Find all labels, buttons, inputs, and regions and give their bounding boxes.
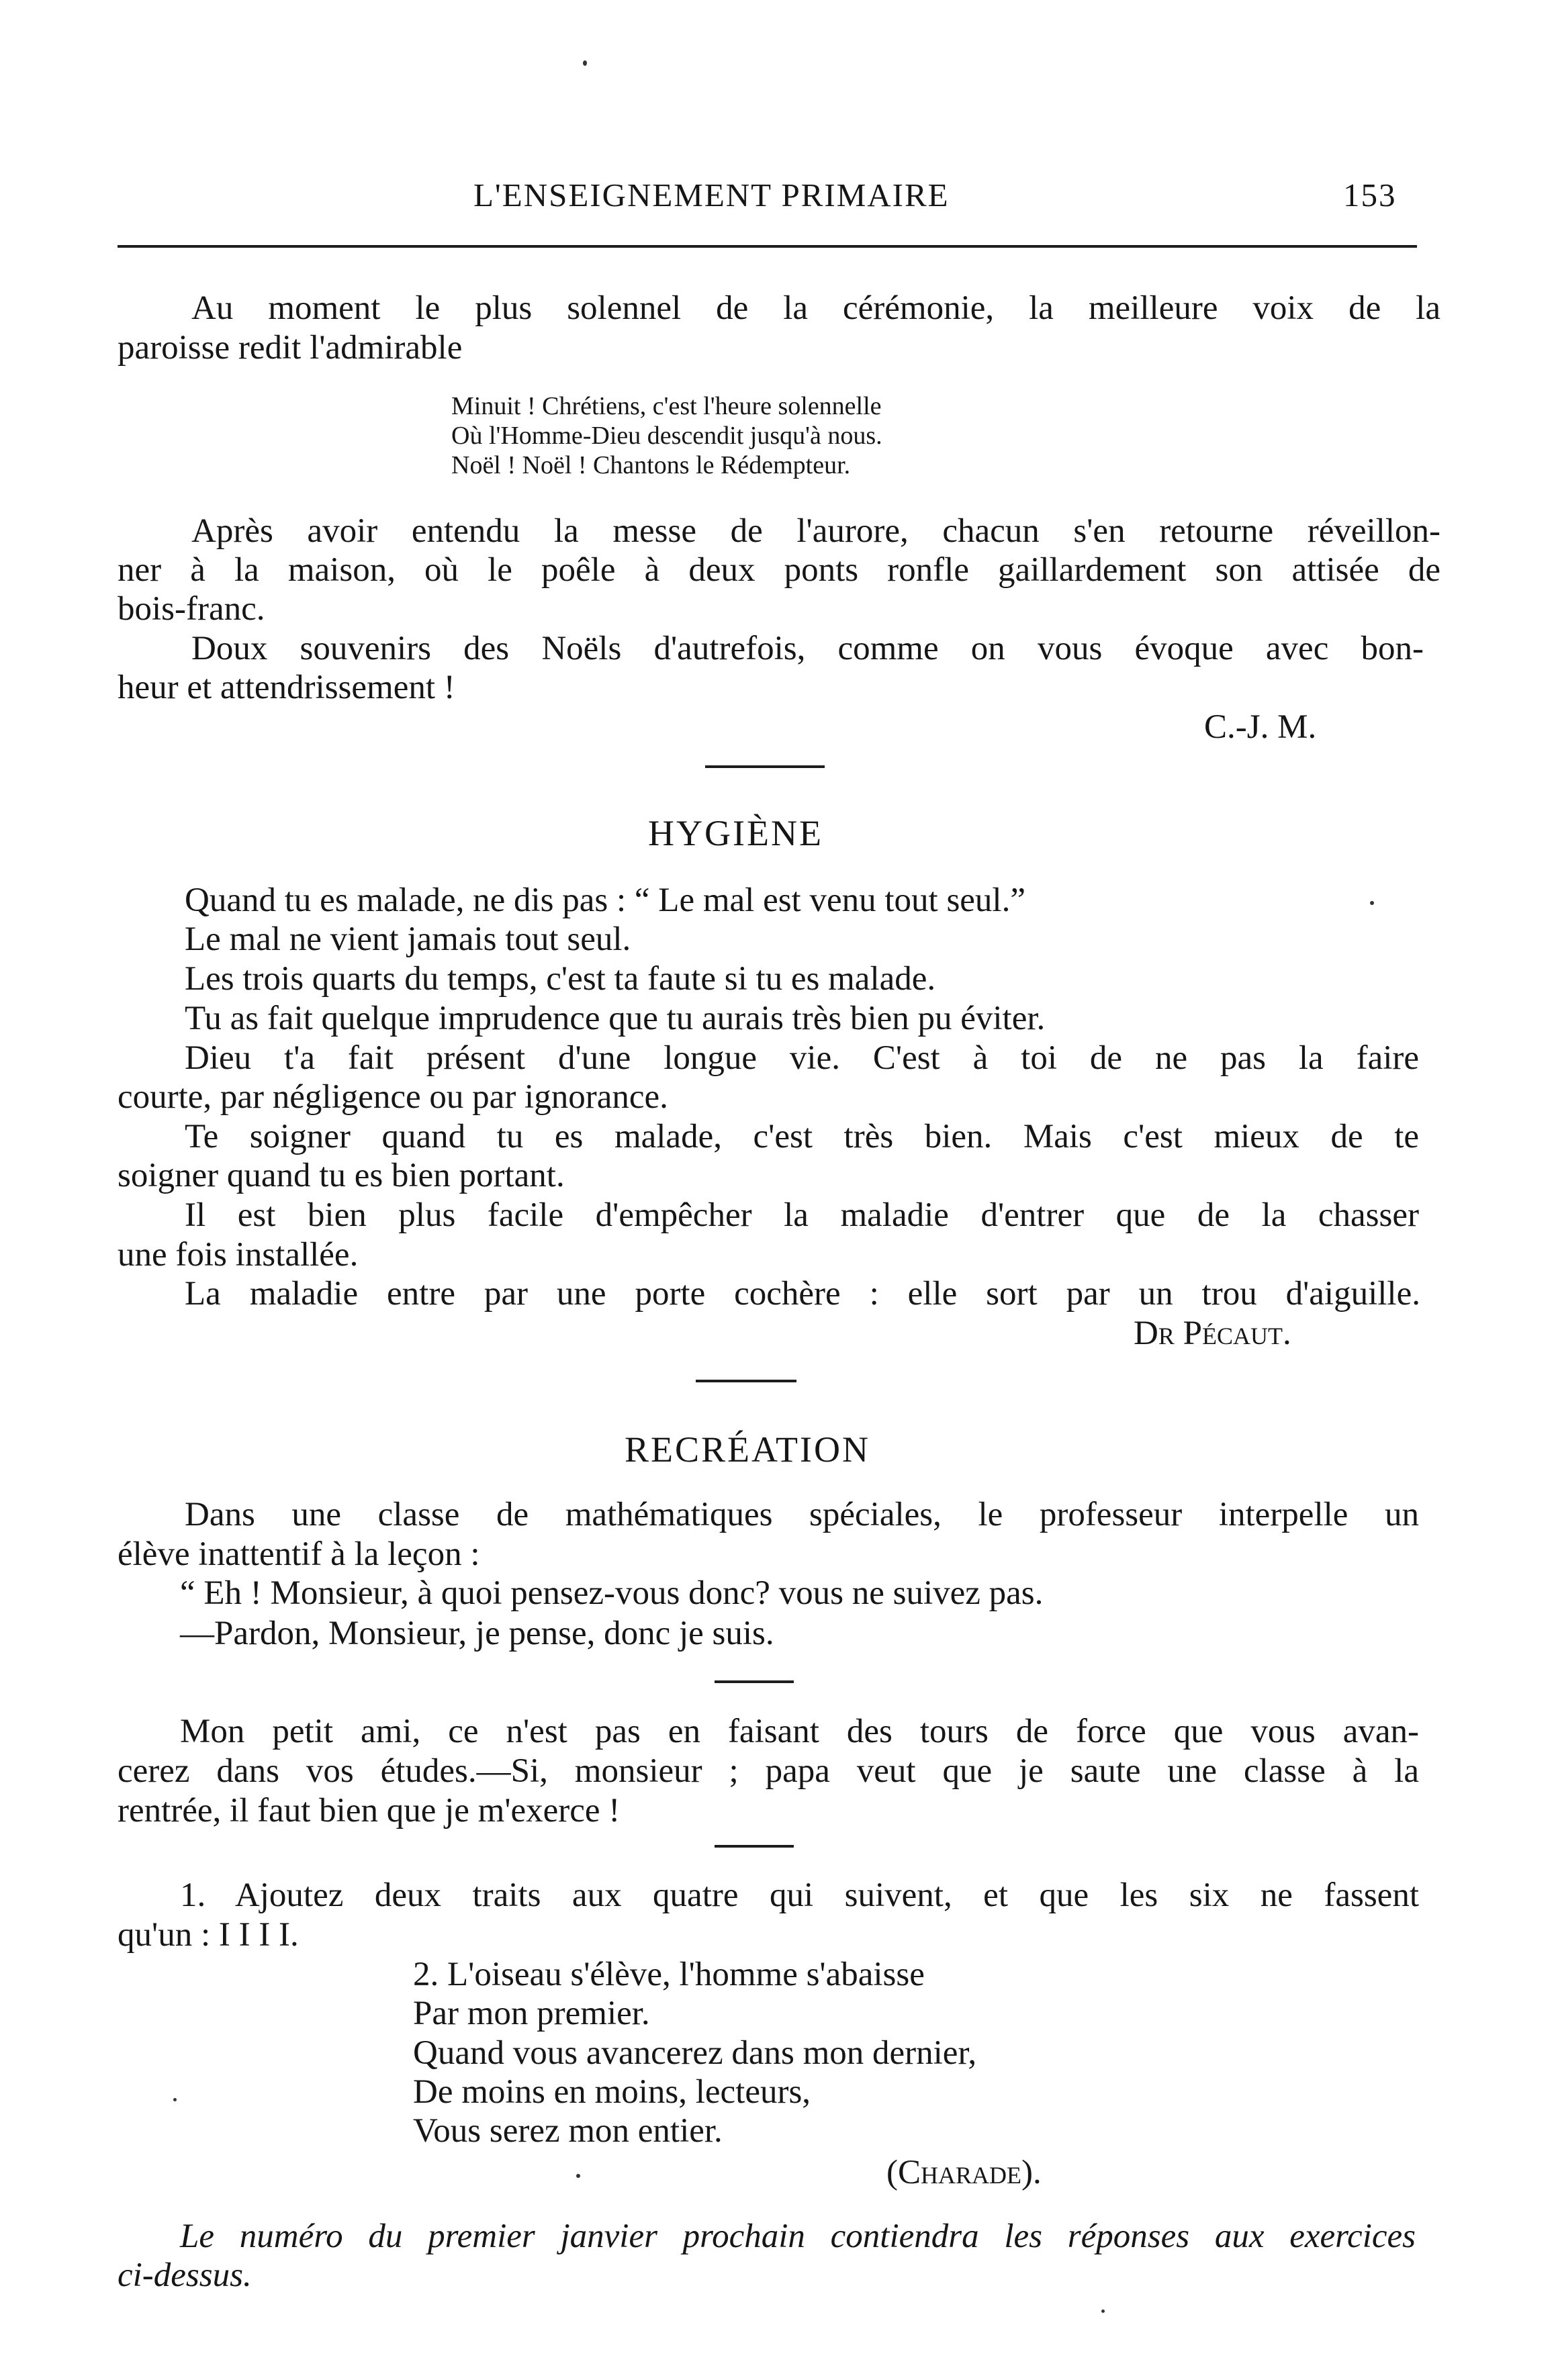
print-speck	[1370, 901, 1374, 905]
charade-line: Par mon premier.	[413, 1995, 650, 2032]
charade-line: Quand vous avancerez dans mon dernier,	[413, 2034, 977, 2072]
joke-2-line: cerez dans vos études.—Si, monsieur ; papa veut que je saute une classe à la	[118, 1752, 1419, 1790]
hygiene-line: une fois installée.	[118, 1236, 359, 1274]
charade-line: De moins en moins, lecteurs,	[413, 2073, 811, 2111]
noel-paragraph-2-line-3: bois-franc.	[118, 590, 265, 628]
section-separator	[715, 1680, 794, 1683]
print-speck	[576, 2174, 580, 2178]
exercise-1-line: 1. Ajoutez deux traits aux quatre qui suivent, et que les six ne fassent	[180, 1876, 1419, 1914]
hygiene-line: soigner quand tu es bien portant.	[118, 1157, 565, 1194]
verse-line: Où l'Homme-Dieu descendit jusqu'à nous.	[451, 422, 882, 450]
running-head: L'ENSEIGNEMENT PRIMAIRE	[473, 177, 950, 213]
verse-line: Noël ! Noël ! Chantons le Rédempteur.	[451, 451, 851, 479]
verse-line: Minuit ! Chrétiens, c'est l'heure solennelle	[451, 392, 882, 420]
joke-1-line: Dans une classe de mathématiques spéciales, le professeur interpelle un	[185, 1496, 1419, 1533]
hygiene-line: Te soigner quand tu es malade, c'est très bien. Mais c'est mieux de te	[185, 1118, 1419, 1155]
exercise-1-line: qu'un : I I I I.	[118, 1916, 299, 1954]
charade-label: (Charade).	[886, 2154, 1042, 2191]
joke-2-line: Mon petit ami, ce n'est pas en faisant des tours de force que vous avan-	[180, 1713, 1419, 1750]
print-speck	[583, 60, 587, 66]
charade-line: 2. L'oiseau s'élève, l'homme s'abaisse	[413, 1956, 925, 1993]
hygiene-signature: Dr Pécaut.	[1134, 1315, 1291, 1352]
noel-paragraph-3-line-2: heur et attendrissement !	[118, 669, 455, 706]
print-speck	[173, 2098, 177, 2101]
print-speck	[1101, 2310, 1105, 2313]
charade-line: Vous serez mon entier.	[413, 2112, 723, 2150]
joke-1-line: “ Eh ! Monsieur, à quoi pensez-vous donc? vous ne suivez pas.	[180, 1574, 1044, 1612]
noel-signature: C.-J. M.	[1204, 708, 1317, 746]
hygiene-line: courte, par négligence ou par ignorance.	[118, 1078, 668, 1116]
noel-paragraph-3-line-1: Doux souvenirs des Noëls d'autrefois, comme on vous évoque avec bon-	[191, 630, 1424, 667]
page-number: 153	[1343, 177, 1397, 213]
section-separator	[715, 1845, 794, 1848]
section-title-hygiene: HYGIÈNE	[648, 813, 823, 853]
hygiene-line: Dieu t'a fait présent d'une longue vie. C'est à toi de ne pas la faire	[185, 1039, 1419, 1077]
noel-paragraph-1-line-2: paroisse redit l'admirable	[118, 329, 463, 367]
joke-2-line: rentrée, il faut bien que je m'exerce !	[118, 1792, 621, 1829]
noel-paragraph-2-line-1: Après avoir entendu la messe de l'aurore, chacun s'en retourne réveillon-	[191, 512, 1440, 550]
hygiene-line: La maladie entre par une porte cochère : elle sort par un trou d'aiguille.	[185, 1275, 1420, 1313]
header-rule	[118, 245, 1417, 248]
section-separator	[705, 765, 825, 768]
noel-paragraph-1-line-1: Au moment le plus solennel de la cérémonie, la meilleure voix de la	[191, 289, 1440, 327]
joke-1-line: —Pardon, Monsieur, je pense, donc je suis.	[180, 1615, 774, 1652]
joke-1-line: élève inattentif à la leçon :	[118, 1535, 480, 1573]
hygiene-line: Il est bien plus facile d'empêcher la maladie d'entrer que de la chasser	[185, 1196, 1419, 1234]
hygiene-line: Le mal ne vient jamais tout seul.	[185, 920, 631, 958]
section-title-recreation: RECRÉATION	[625, 1429, 870, 1470]
footnote-line-2: ci-dessus.	[118, 2256, 252, 2294]
noel-paragraph-2-line-2: ner à la maison, où le poêle à deux ponts ronfle gaillardement son attisée de	[118, 551, 1440, 589]
footnote-line-1: Le numéro du premier janvier prochain contiendra les réponses aux exercices	[180, 2218, 1416, 2255]
hygiene-line: Les trois quarts du temps, c'est ta faute si tu es malade.	[185, 960, 936, 998]
hygiene-line: Quand tu es malade, ne dis pas : “ Le mal est venu tout seul.”	[185, 882, 1025, 919]
hygiene-line: Tu as fait quelque imprudence que tu aurais très bien pu éviter.	[185, 1000, 1046, 1037]
section-separator	[696, 1380, 796, 1382]
